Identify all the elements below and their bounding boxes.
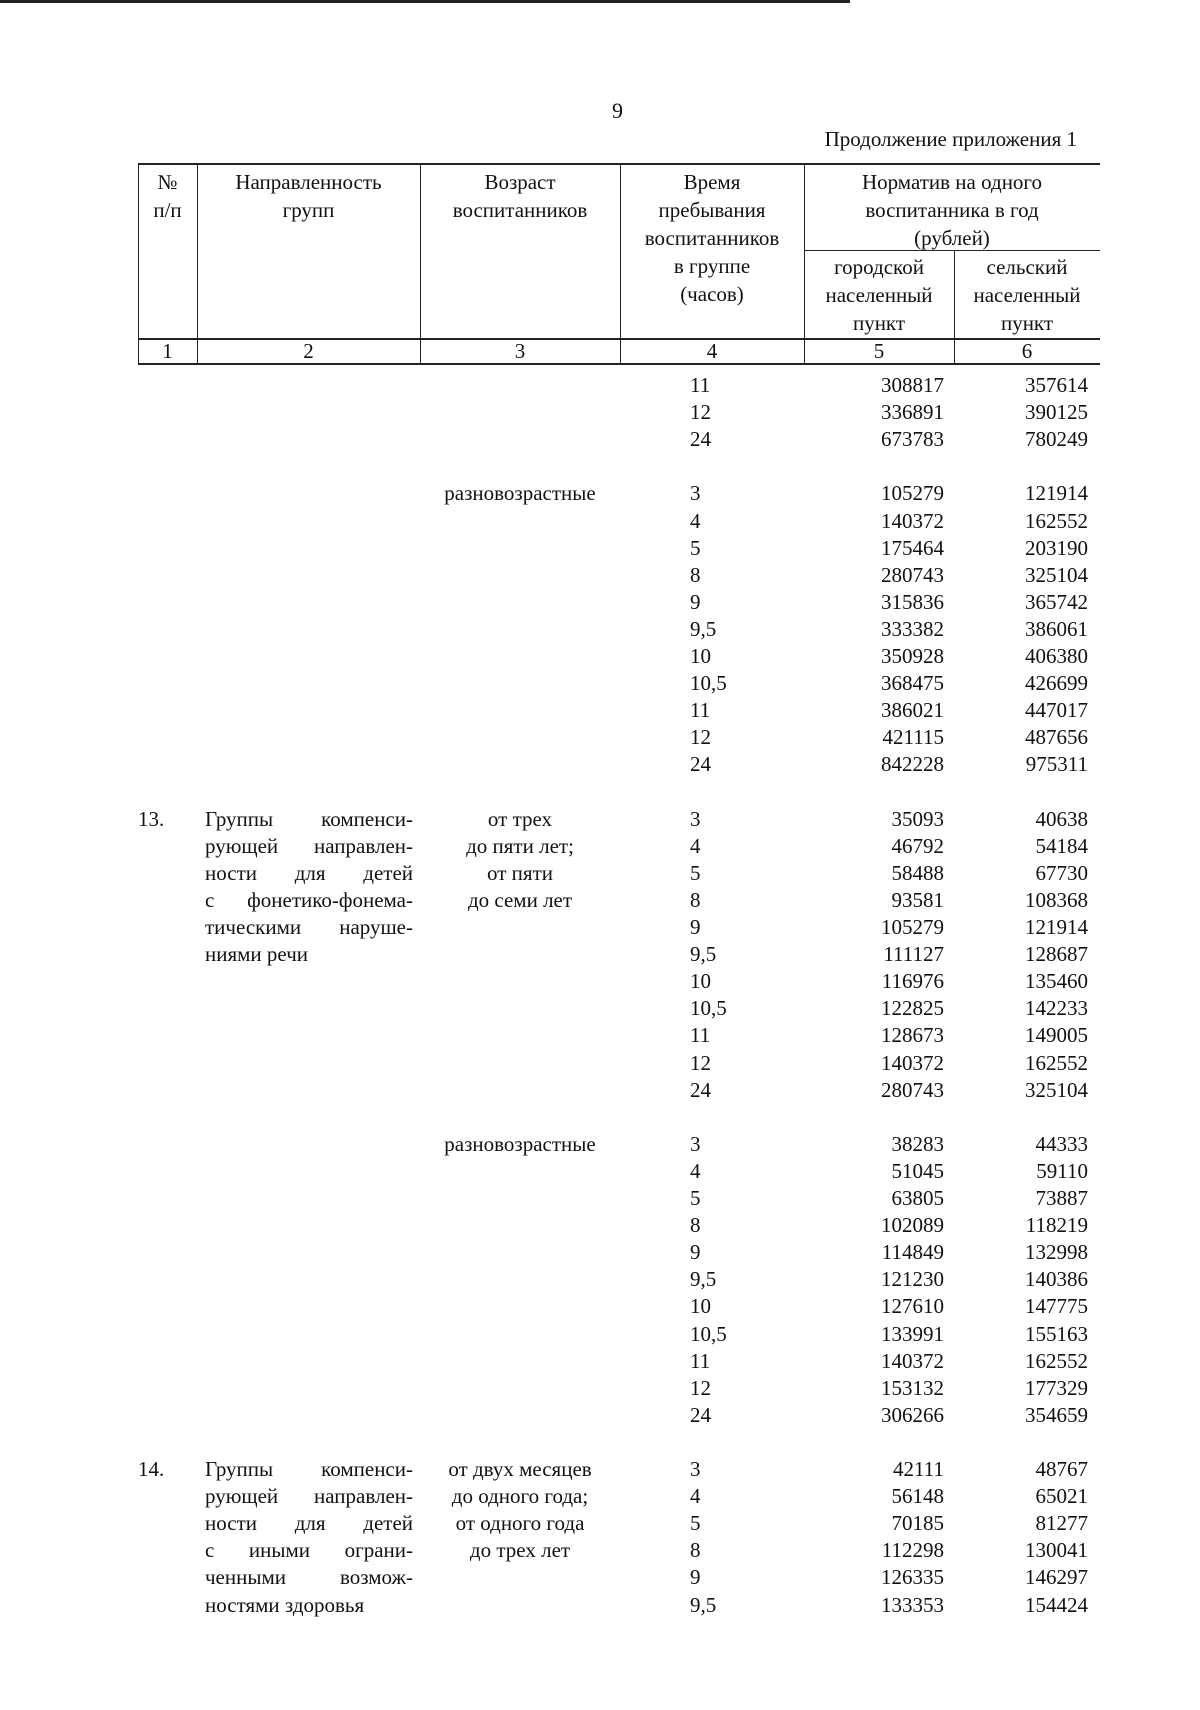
table-row	[0, 887, 1200, 914]
table-row	[0, 1239, 1200, 1266]
stay-hours: 9,5	[690, 1592, 717, 1617]
rural-norm: 177329	[1025, 1375, 1088, 1400]
table-row	[0, 724, 1200, 751]
header-col-norm: Норматив на одного воспитанника в год (рублей)	[861, 170, 1043, 250]
pupil-age: от двух месяцев	[448, 1457, 592, 1481]
rural-norm: 135460	[1025, 969, 1088, 994]
stay-hours: 4	[690, 833, 701, 858]
rural-norm: 121914	[1025, 915, 1088, 939]
rural-norm: 365742	[1025, 589, 1088, 614]
stay-hours: 3	[690, 1131, 701, 1156]
table-row	[0, 995, 1200, 1022]
urban-norm: 140372	[881, 508, 944, 533]
rural-norm: 447017	[1025, 698, 1088, 723]
urban-norm: 116976	[881, 969, 944, 994]
rural-norm: 118219	[1025, 1213, 1088, 1238]
rural-norm: 132998	[1025, 1240, 1088, 1265]
table-row	[0, 562, 1200, 589]
stay-hours: 12	[690, 1050, 711, 1075]
rural-norm: 325104	[1025, 1077, 1088, 1102]
stay-hours: 10	[690, 1294, 711, 1319]
rural-norm: 121914	[1025, 481, 1088, 506]
rural-norm: 426699	[1025, 671, 1088, 696]
group-direction: ченными возмож-	[205, 1565, 413, 1590]
pupil-age: до пяти лет;	[466, 833, 574, 858]
urban-norm: 114849	[881, 1240, 944, 1265]
urban-norm: 70185	[891, 1511, 944, 1536]
rural-norm: 65021	[1035, 1484, 1088, 1509]
urban-norm: 51045	[891, 1158, 944, 1183]
stay-hours: 8	[690, 887, 701, 912]
rural-norm: 146297	[1025, 1565, 1088, 1590]
header-number-4: 4	[706, 339, 718, 363]
stay-hours: 10	[690, 644, 711, 668]
table-row	[0, 508, 1200, 535]
urban-norm: 127610	[881, 1294, 944, 1319]
rural-norm: 162552	[1025, 1050, 1088, 1075]
rural-norm: 162552	[1025, 1348, 1088, 1373]
stay-hours: 3	[690, 1457, 701, 1481]
rural-norm: 108368	[1025, 887, 1088, 912]
table-row	[0, 1592, 1200, 1619]
table-row	[0, 616, 1200, 643]
table-row	[0, 1158, 1200, 1185]
header-number-2: 2	[303, 339, 314, 363]
urban-norm: 133991	[881, 1321, 944, 1346]
urban-norm: 63805	[891, 1186, 944, 1210]
urban-norm: 336891	[881, 400, 944, 425]
urban-norm: 93581	[891, 887, 944, 912]
rural-norm: 48767	[1035, 1457, 1088, 1481]
urban-norm: 280743	[881, 562, 944, 587]
stay-hours: 8	[690, 1538, 701, 1563]
urban-norm: 133353	[881, 1592, 944, 1617]
urban-norm: 306266	[881, 1402, 944, 1427]
rural-norm: 54184	[1035, 833, 1088, 858]
urban-norm: 56148	[891, 1484, 944, 1509]
urban-norm: 368475	[881, 671, 944, 696]
page-number: 9	[612, 98, 623, 123]
table-row	[0, 860, 1200, 887]
rural-norm: 354659	[1025, 1402, 1088, 1427]
stay-hours: 12	[690, 400, 711, 425]
table-row	[0, 1483, 1200, 1510]
table-row	[0, 1185, 1200, 1212]
urban-norm: 112298	[881, 1538, 944, 1563]
pupil-age: до семи лет	[467, 887, 573, 912]
rural-norm: 81277	[1035, 1511, 1088, 1536]
stay-hours: 4	[690, 508, 701, 533]
table-row	[0, 1402, 1200, 1429]
urban-norm: 121230	[881, 1267, 944, 1292]
stay-hours: 4	[690, 1484, 701, 1509]
table-row	[0, 670, 1200, 697]
table-row	[0, 589, 1200, 616]
pupil-age: разновозрастные	[444, 481, 596, 506]
stay-hours: 24	[690, 1077, 711, 1102]
header-number-1: 1	[162, 339, 173, 363]
group-direction: ностями здоровья	[205, 1592, 365, 1617]
group-direction: Группы компенси-	[205, 806, 413, 831]
stay-hours: 11	[690, 698, 711, 723]
stay-hours: 12	[690, 1375, 711, 1400]
rural-norm: 142233	[1025, 996, 1088, 1021]
urban-norm: 42111	[893, 1457, 944, 1481]
table-row	[0, 399, 1200, 426]
urban-norm: 333382	[881, 616, 944, 641]
table-row	[0, 1050, 1200, 1077]
urban-norm: 140372	[881, 1050, 944, 1075]
urban-norm: 280743	[881, 1077, 944, 1102]
table-row	[0, 1348, 1200, 1375]
urban-norm: 35093	[891, 806, 944, 831]
header-col-time: Время пребывания воспитанников в группе (часов)	[644, 170, 780, 306]
urban-norm: 46792	[891, 833, 944, 858]
urban-norm: 102089	[881, 1213, 944, 1238]
rural-norm: 406380	[1025, 644, 1088, 668]
urban-norm: 315836	[881, 589, 944, 614]
stay-hours: 8	[690, 1213, 701, 1238]
urban-norm: 308817	[881, 373, 944, 397]
stay-hours: 4	[690, 1158, 701, 1183]
urban-norm: 842228	[881, 752, 944, 777]
urban-norm: 105279	[881, 915, 944, 939]
table-row	[0, 1537, 1200, 1564]
rural-norm: 59110	[1036, 1158, 1088, 1183]
row-number: 14.	[138, 1457, 165, 1481]
urban-norm: 128673	[881, 1023, 944, 1048]
table-row	[0, 372, 1200, 399]
rural-norm: 155163	[1025, 1321, 1088, 1346]
pupil-age: разновозрастные	[444, 1131, 596, 1156]
urban-norm: 58488	[891, 860, 944, 885]
table-row	[0, 1266, 1200, 1293]
stay-hours: 5	[690, 535, 701, 560]
group-direction: ности для детей	[205, 860, 413, 885]
urban-norm: 350928	[881, 644, 944, 668]
table-row	[0, 968, 1200, 995]
pupil-age: от пяти	[487, 860, 553, 885]
table-row	[0, 535, 1200, 562]
table-row	[0, 1456, 1200, 1483]
stay-hours: 24	[690, 752, 711, 777]
table-row	[0, 751, 1200, 778]
stay-hours: 11	[690, 1023, 711, 1048]
urban-norm: 122825	[881, 996, 944, 1021]
header-col-number: № п/п	[153, 170, 182, 222]
urban-norm: 105279	[881, 481, 944, 506]
stay-hours: 24	[690, 427, 711, 452]
urban-norm: 111127	[883, 942, 944, 967]
header-number-3: 3	[514, 339, 526, 363]
stay-hours: 24	[690, 1402, 711, 1427]
rural-norm: 780249	[1025, 427, 1088, 452]
group-direction: с фонетико-фонема-	[205, 887, 413, 912]
header-col-rural: сельский населенный пункт	[973, 255, 1081, 335]
rural-norm: 67730	[1035, 860, 1088, 885]
row-number: 13.	[138, 806, 165, 831]
rural-norm: 140386	[1025, 1267, 1088, 1292]
rural-norm: 130041	[1025, 1538, 1088, 1563]
rural-norm: 487656	[1025, 725, 1088, 750]
rural-norm: 386061	[1025, 616, 1088, 641]
pupil-age: от одного года	[455, 1511, 585, 1536]
stay-hours: 5	[690, 860, 701, 885]
stay-hours: 10	[690, 969, 711, 994]
table-row	[0, 1564, 1200, 1591]
urban-norm: 175464	[881, 535, 944, 560]
table-row	[0, 1022, 1200, 1049]
table-row	[0, 806, 1200, 833]
pupil-age: до одного года;	[451, 1484, 589, 1509]
stay-hours: 10,5	[690, 996, 727, 1021]
table-row	[0, 1131, 1200, 1158]
urban-norm: 140372	[881, 1348, 944, 1373]
rural-norm: 975311	[1025, 752, 1088, 777]
group-direction: ниями речи	[205, 942, 309, 967]
stay-hours: 12	[690, 725, 711, 750]
rural-norm: 357614	[1025, 373, 1088, 397]
header-col-urban: городской населенный пункт	[825, 255, 933, 335]
table-row	[0, 1212, 1200, 1239]
stay-hours: 3	[690, 481, 701, 506]
rural-norm: 40638	[1035, 806, 1088, 831]
group-direction: Группы компенси-	[205, 1457, 413, 1481]
table-row	[0, 1293, 1200, 1320]
table-row	[0, 426, 1200, 453]
rural-norm: 73887	[1035, 1186, 1088, 1210]
urban-norm: 126335	[881, 1565, 944, 1590]
stay-hours: 9,5	[690, 616, 717, 641]
table-row	[0, 697, 1200, 724]
header-col-age: Возраст воспитанников	[452, 170, 588, 222]
rural-norm: 203190	[1025, 535, 1088, 560]
stay-hours: 5	[690, 1511, 701, 1536]
stay-hours: 9	[690, 915, 701, 939]
stay-hours: 9	[690, 589, 701, 614]
header-number-5: 5	[873, 339, 885, 363]
table-row	[0, 1077, 1200, 1104]
group-direction: ности для детей	[205, 1511, 413, 1536]
table-row	[0, 480, 1200, 507]
pupil-age: до трех лет	[469, 1538, 571, 1563]
table-row	[0, 914, 1200, 941]
group-direction: рующей направлен-	[205, 1484, 413, 1509]
header-number-6: 6	[1021, 339, 1033, 363]
table-row	[0, 643, 1200, 670]
urban-norm: 421115	[882, 725, 944, 750]
urban-norm: 386021	[881, 698, 944, 723]
rural-norm: 325104	[1025, 562, 1088, 587]
stay-hours: 8	[690, 562, 701, 587]
continuation-label: Продолжение приложения 1	[824, 127, 1077, 151]
stay-hours: 5	[690, 1186, 701, 1210]
pupil-age: от трех	[487, 806, 553, 831]
group-direction: с иными ограни-	[205, 1538, 413, 1563]
table-row	[0, 1375, 1200, 1402]
stay-hours: 11	[690, 373, 711, 397]
header-col-direction: Направленность групп	[235, 170, 382, 222]
stay-hours: 9	[690, 1240, 701, 1265]
stay-hours: 9	[690, 1565, 701, 1590]
stay-hours: 3	[690, 806, 701, 831]
rural-norm: 162552	[1025, 508, 1088, 533]
rural-norm: 149005	[1025, 1023, 1088, 1048]
urban-norm: 673783	[881, 427, 944, 452]
table-row	[0, 941, 1200, 968]
table-header	[0, 0, 1200, 370]
urban-norm: 38283	[891, 1131, 944, 1156]
urban-norm: 153132	[881, 1375, 944, 1400]
stay-hours: 9,5	[690, 942, 717, 967]
stay-hours: 11	[690, 1348, 711, 1373]
rural-norm: 128687	[1025, 942, 1088, 967]
rural-norm: 390125	[1025, 400, 1088, 425]
rural-norm: 147775	[1025, 1294, 1088, 1319]
table-row	[0, 833, 1200, 860]
rural-norm: 154424	[1025, 1592, 1088, 1617]
stay-hours: 9,5	[690, 1267, 717, 1292]
table-row	[0, 1321, 1200, 1348]
stay-hours: 10,5	[690, 1321, 727, 1346]
table-row	[0, 1510, 1200, 1537]
group-direction: тическими наруше-	[205, 915, 413, 939]
group-direction: рующей направлен-	[205, 833, 413, 858]
rural-norm: 44333	[1035, 1131, 1088, 1156]
stay-hours: 10,5	[690, 671, 727, 696]
